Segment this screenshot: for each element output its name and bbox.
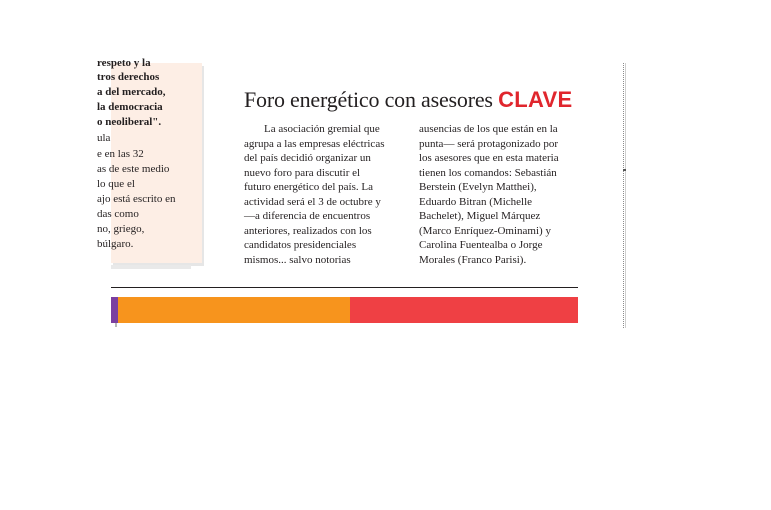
sidebar-line: a del mercado, (97, 86, 166, 98)
sidebar-line: búlgaro. (97, 238, 134, 250)
column-2-line: Carolina Fuentealba o Jorge (419, 239, 543, 251)
section-divider (111, 287, 578, 288)
sidebar-line: respeto y la (97, 57, 151, 69)
headline-keyword: CLAVE (498, 87, 573, 112)
sidebar-line: tros derechos (97, 71, 160, 83)
column-1-line: La asociación gremial que (264, 123, 380, 135)
column-2-line: punta— será protagonizado por (419, 137, 558, 150)
crop-mark (115, 323, 117, 327)
column-2-line: Berstein (Evelyn Matthei), (419, 181, 537, 193)
column-2-line: (Marco Enríquez-Ominami) y (419, 224, 551, 237)
column-2-line: tienen los comandos: Sebastián (419, 166, 557, 179)
article-column-2 (419, 122, 581, 267)
sidebar-line: das como (97, 208, 139, 220)
sidebar-shadow (111, 265, 191, 269)
color-bar-red (350, 297, 578, 323)
page-edge (625, 63, 626, 328)
sidebar-line: lo que el (97, 178, 135, 190)
column-2-line: Eduardo Bitran (Michelle (419, 195, 533, 208)
column-1-line: anteriores, realizados con los (244, 224, 372, 237)
column-1-line: futuro energético del país. La (244, 181, 373, 193)
column-1-line: mismos... salvo notorias (244, 253, 351, 266)
sidebar-line: no, griego, (97, 223, 145, 235)
sidebar-line: la democracia (97, 101, 163, 113)
column-2-line: ausencias de los que están en la (419, 123, 558, 135)
page-edge-marker (623, 169, 626, 171)
sidebar-line: o neoliberal". (97, 116, 162, 128)
page-edge-dotted (623, 63, 624, 328)
sidebar-line: as de este medio (97, 163, 170, 175)
sidebar-line: ula (97, 132, 111, 144)
column-1-line: actividad será el 3 de octubre y (244, 195, 381, 208)
sidebar-line: ajo está escrito en (97, 193, 176, 205)
color-bar-orange (118, 297, 350, 323)
article-column-1 (244, 122, 406, 267)
column-1-line: del país decidió organizar un (244, 152, 371, 164)
column-1-line: candidatos presidenciales (244, 239, 357, 251)
color-bar-purple (111, 297, 118, 323)
headline-text: Foro energético con asesores (244, 87, 493, 112)
column-2-line: Morales (Franco Parisi). (419, 253, 527, 266)
column-2-line: los asesores que en esta materia (419, 152, 559, 164)
column-1-line: —a diferencia de encuentros (244, 210, 371, 222)
column-1-line: agrupa a las empresas eléctricas (244, 137, 385, 150)
sidebar-line: e en las 32 (97, 148, 144, 160)
column-2-line: Bachelet), Miguel Márquez (419, 210, 541, 222)
article-headline (244, 86, 573, 114)
column-1-line: nuevo foro para discutir el (244, 166, 361, 179)
sidebar-quote-box (97, 57, 202, 263)
